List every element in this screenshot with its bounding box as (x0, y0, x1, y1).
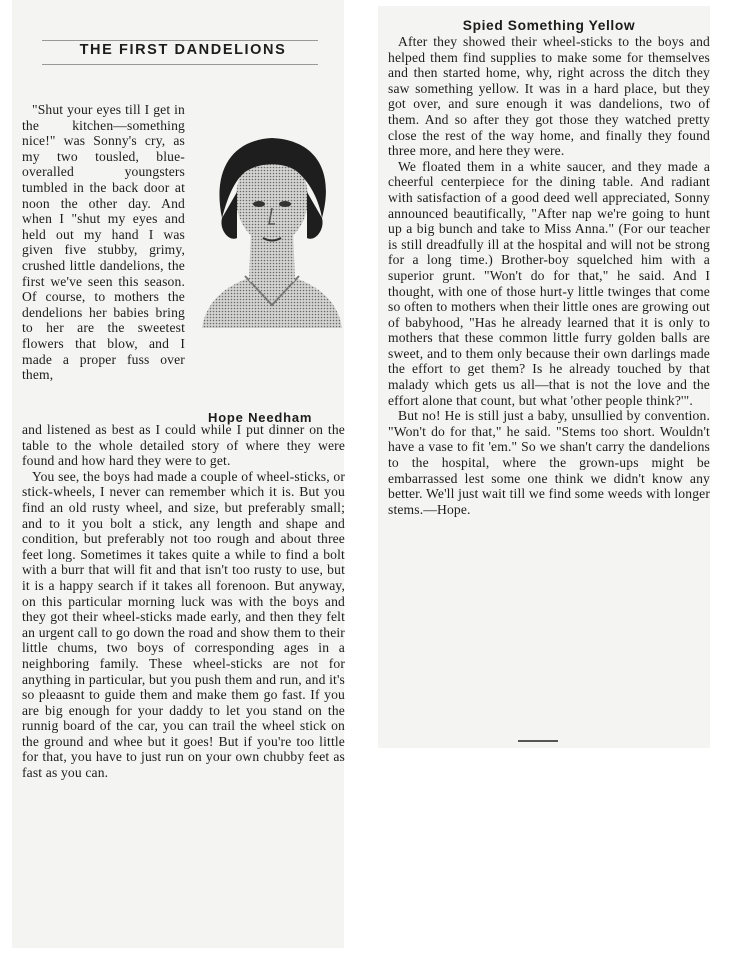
intro-paragraph-wrapped (22, 102, 185, 383)
headline-rule-bottom (42, 64, 318, 65)
author-photo (197, 100, 347, 340)
paragraph-found-dandelions: After they showed their wheel-sticks to the boys and helped them find supplies to make some for themselves and then started home, why, right across the ditch they saw something yellow. It was in a hard place, but they got over, and sure enough it was dandelions, two of them. And so after they got those they watched pretty close the rest of the way home, and finally they found three more, and here they were. (388, 34, 710, 159)
intro-continued: and listened as best as I could while I put dinner on the table to the whole detailed story of where they were found and how hard they were to get. (22, 422, 345, 469)
headline-rule-top (42, 40, 318, 41)
photo-caption: Hope Needham (208, 410, 313, 425)
paragraph-centerpiece: We floated them in a white saucer, and they made a cheerful centerpiece for the dining table. And radiant with satisfaction of a good deed well appreciated, Sonny announced beautifically, "After nap we're going to hunt up a big bunch and take to Miss Anna." (For our teacher is still dreadfully ill at the hospital and will not be strong for a long time.) Brother-boy squelched him with a superior grunt. "Won't do for that," he said. And I thought, with one of those hurt-y little twinges that come so often to mothers when their little ones are growing out of babyhood, "Has he already learned that it is only to mothers that these common little furry golden balls are sweet, and to them only because their own darlings made the effort to get them? Is he already touched by that malady which gets us all—that is not the love and the effort alone that count, but what 'other people think?'". (388, 158, 710, 408)
right-column (378, 6, 710, 748)
left-column (12, 0, 344, 948)
portrait-image (197, 100, 347, 340)
body-continued (22, 422, 345, 781)
intro-paragraph: "Shut your eyes till I get in the kitchen—something nice!" was Sonny's cry, as my two tousled, blue-overalled youngsters tumbled in the back door at noon the other day. And when I "shut my eyes and held out my hand I was given five stubby, grimy, crushed little dandelions, the first we've seen this season. Of course, to mothers the dendelions her babies bring to her are the sweetest flowers that blow, and I made a proper fuss over them, (22, 102, 185, 383)
right-body (388, 34, 710, 517)
paragraph-wheel-sticks: You see, the boys had made a couple of wheel-sticks, or stick-wheels, I never can remember which it is. But you find an old rusty wheel, and size, but preferably small; and to it you bolt a stick, any length and shape and condition, but preferably not too rough and about three feet long. Sometimes it takes quite a while to find a bolt with a burr that will fit and that isn't too rusty to use, but it is a happy search if it takes all forenoon. But anyway, on this particular morning luck was with the boys and they got their wheel-sticks made early, and then they felt an urgent call to go down the road and show them to their little chums, two boys of corresponding ages in a neighboring family. These wheel-sticks are not for anything in particular, but you push them and run, and it's so pleaasnt to guide them and make them go fast. If you are big enough for your daddy to let you stand on the runnig board of the car, you can trail the wheel stick on the ground and whee but it goes! But if you're too little for that, you have to just run on your own chubby feet as fast as you can. (22, 468, 345, 781)
article-headline: THE FIRST DANDELIONS (79, 42, 287, 58)
end-mark (518, 740, 558, 742)
subheading: Spied Something Yellow (462, 18, 636, 33)
paragraph-ending: But no! He is still just a baby, unsullied by convention. "Won't do for that," he said. "Stems too short. Wouldn't have a vase to fit 'em." So we shan't carry the dandelions to the hospital, where the grown-ups might be embarrassed lest some one think we didn't know any better. We'll just wait till we find some weeds with longer stems.—Hope. (388, 408, 710, 517)
